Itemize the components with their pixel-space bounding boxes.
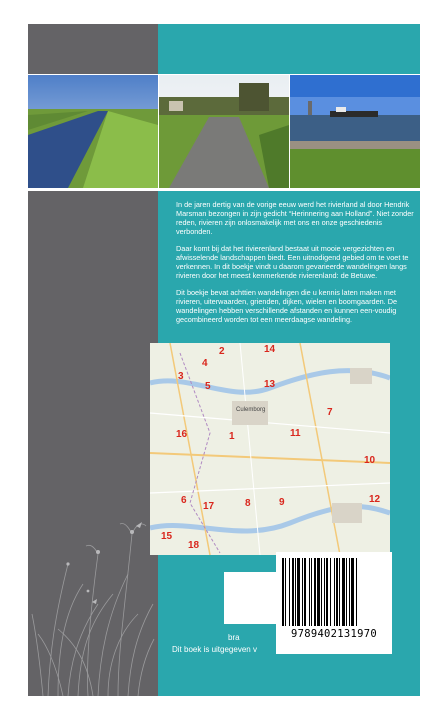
barcode-bar bbox=[321, 558, 322, 626]
barcode-bar bbox=[330, 558, 331, 626]
map-number: 2 bbox=[219, 346, 225, 357]
barcode-bar bbox=[349, 558, 350, 626]
map-number: 13 bbox=[264, 379, 276, 390]
paragraph-walks: Dit boekje bevat achttien wandelingen die u kennis laten maken met rivieren, uiterwaarden, grienden, dijken, wielen en boomgaarden. De wandelingen hebben verschillende afstanden en kunnen een-voudig gecombineerd worden tot een meerdaagse wandeling. bbox=[176, 288, 398, 324]
grass-illustration bbox=[28, 464, 158, 696]
barcode-bar bbox=[304, 558, 306, 626]
map-number: 10 bbox=[364, 455, 376, 466]
barcode-bar bbox=[292, 558, 294, 626]
brand-text: bra bbox=[228, 633, 240, 642]
map-number: 17 bbox=[203, 501, 215, 512]
barcode-bar bbox=[342, 558, 345, 626]
photo-canal bbox=[28, 75, 158, 188]
map-town-label: Culemborg bbox=[236, 407, 266, 413]
back-cover-text bbox=[176, 200, 416, 332]
barcode-bar bbox=[289, 558, 290, 626]
map-number: 1 bbox=[229, 431, 235, 442]
map-number: 15 bbox=[161, 531, 173, 542]
barcode-bar bbox=[311, 558, 312, 626]
route-map bbox=[150, 343, 390, 555]
map-number: 8 bbox=[245, 498, 251, 509]
barcode-digits: 9789402131970 bbox=[290, 628, 378, 640]
barcode-bar bbox=[339, 558, 340, 626]
map-number: 12 bbox=[369, 494, 381, 505]
barcode-bar bbox=[324, 558, 325, 626]
barcode-bar bbox=[336, 558, 338, 626]
barcode-bar bbox=[356, 558, 357, 626]
publisher-text: Dit boek is uitgegeven v bbox=[172, 645, 257, 654]
white-label-box bbox=[224, 572, 280, 624]
barcode-bar bbox=[346, 558, 347, 626]
barcode-bar bbox=[334, 558, 335, 626]
map-number: 16 bbox=[176, 429, 188, 440]
paragraph-landscape: Daar komt bij dat het rivierenland bestaat uit mooie vergezichten en afwisselende landschappen biedt. Een uitnodigend gebied om te voet te verkennen. In dit boekje vindt u daarom gevarieerde wandelingen langs rivieren door het meest kenmerkende rivierenland: de Betuwe. bbox=[176, 244, 409, 280]
map-number: 11 bbox=[290, 428, 301, 439]
map-number: 4 bbox=[202, 358, 208, 369]
map-number: 18 bbox=[188, 540, 200, 551]
map-number: 6 bbox=[181, 495, 187, 506]
barcode-bar bbox=[297, 558, 300, 626]
map-number: 7 bbox=[327, 407, 333, 418]
map-number: 5 bbox=[205, 381, 211, 392]
map-number: 9 bbox=[279, 497, 285, 508]
photo-river-ship bbox=[290, 75, 420, 188]
barcode bbox=[276, 552, 392, 654]
barcode-bar bbox=[326, 558, 328, 626]
barcode-bar bbox=[314, 558, 316, 626]
barcode-bar bbox=[302, 558, 303, 626]
map-number: 3 bbox=[178, 371, 184, 382]
barcode-bar bbox=[351, 558, 354, 626]
photo-dike-road bbox=[159, 75, 289, 188]
barcode-bar bbox=[282, 558, 284, 626]
barcode-bar bbox=[295, 558, 296, 626]
barcode-bar bbox=[309, 558, 310, 626]
map-number: 14 bbox=[264, 344, 276, 355]
photo-strip bbox=[28, 74, 420, 191]
barcode-bar bbox=[317, 558, 320, 626]
paragraph-intro: In de jaren dertig van de vorige eeuw werd het rivierland al door Hendrik Marsman bezongen in zijn gedicht “Herinnering aan Holland”. Niet zonder reden, rivieren zijn onlosmakelijk met ons en onze geschiedenis verbonden. bbox=[176, 200, 414, 236]
barcode-bar bbox=[285, 558, 286, 626]
